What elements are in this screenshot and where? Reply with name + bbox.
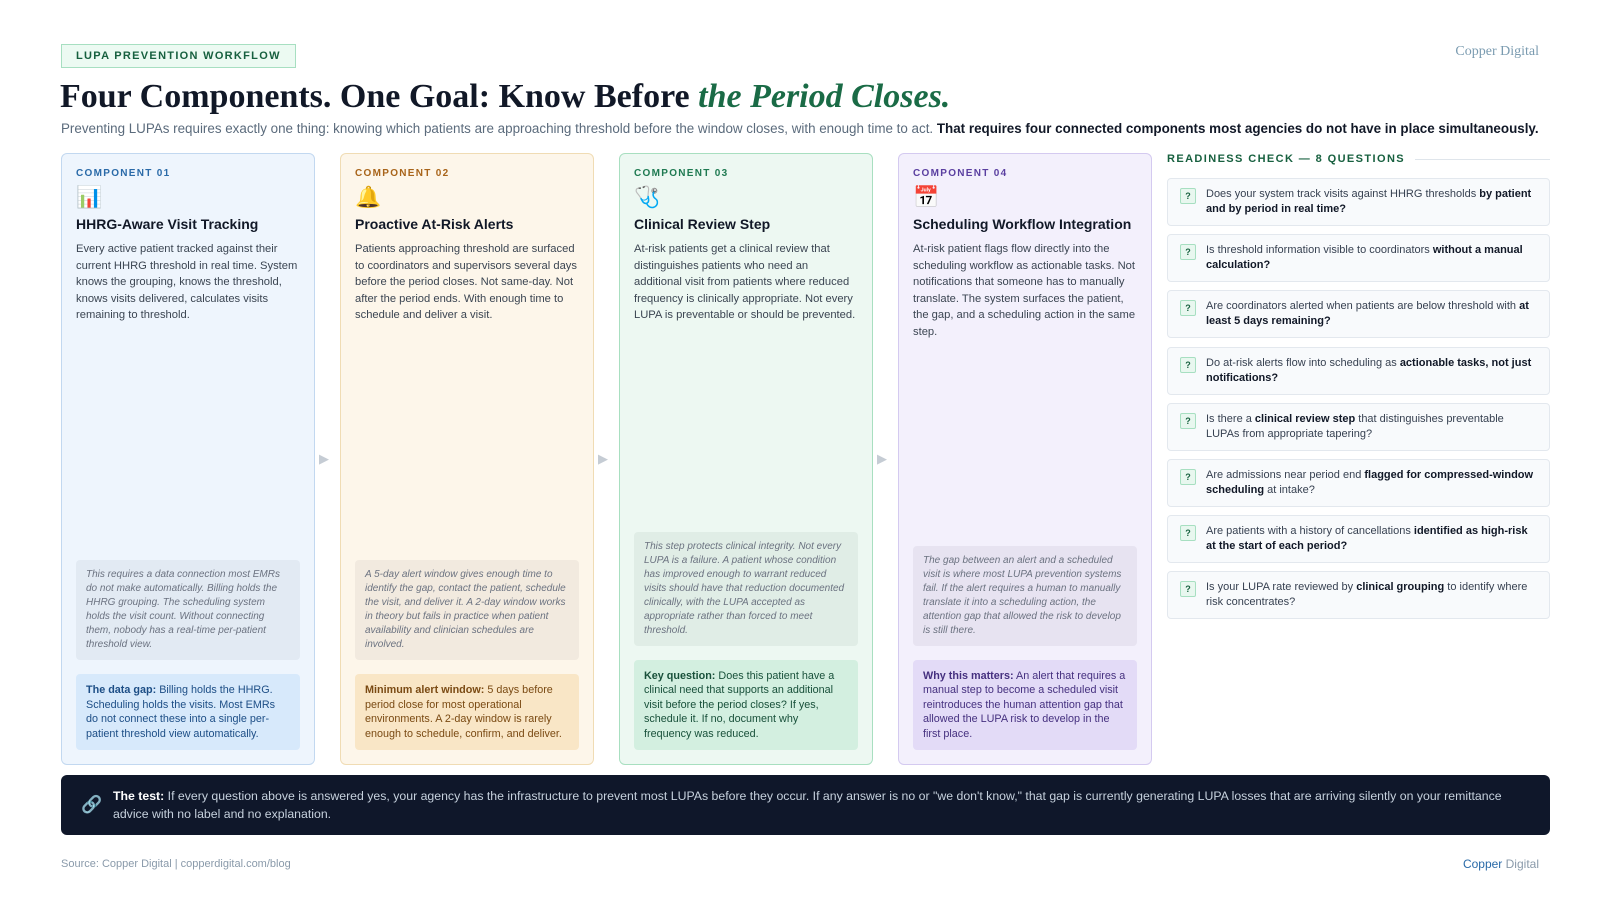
component-card-4 [898,153,1152,765]
component-title: Scheduling Workflow Integration [913,216,1132,232]
component-description: Every active patient tracked against their current HHRG threshold in real time. System knows the grouping, knows the threshold, knows visits delivered, calculates visits remaining to threshold. [76,243,298,321]
question-mark-icon: ? [1180,581,1196,597]
subtitle-bold: That requires four connected components most agencies do not have in place simultaneously. [936,121,1539,136]
title-main: Four Components. One Goal: Know Before [60,78,690,115]
question-text-bold: flagged for compressed-window scheduling [1206,468,1534,496]
component-label: COMPONENT 02 [355,168,450,179]
component-label: COMPONENT 01 [76,168,171,179]
question-text-tail: to identify where risk concentrates? [1206,581,1528,609]
question-text-plain: Are coordinators alerted when patients are below threshold with [1206,300,1520,313]
question-text [1206,187,1539,217]
question-item-1 [1167,178,1550,226]
bar-chart-icon: 📊 [76,186,103,209]
bell-icon: 🔔 [355,186,382,209]
link-icon: 🔗 [81,795,103,814]
question-text-bold: actionable tasks, not just notifications? [1206,356,1532,384]
brand-logo-bottom [1463,857,1539,871]
test-label: The test: [113,789,165,803]
question-text-bold: at least 5 days remaining? [1206,300,1529,328]
question-mark-icon: ? [1180,525,1196,541]
question-text-plain: Is your LUPA rate reviewed by [1206,581,1357,594]
question-text [1206,412,1539,442]
brand-logo-top: Copper Digital [1455,44,1539,59]
title-accent: the Period Closes. [698,78,951,115]
question-mark-icon: ? [1180,469,1196,485]
question-text-plain: Is threshold information visible to coordinators [1206,244,1433,257]
subtitle-plain: Preventing LUPAs requires exactly one thing: knowing which patients are approaching threshold before the window closes, with enough time to act. [61,121,934,136]
question-item-8 [1167,571,1550,619]
question-mark-icon: ? [1180,413,1196,429]
test-body: If every question above is answered yes, your agency has the infrastructure to prevent most LUPAs before they occur. If any answer is no or "we don't know," that gap is currently generating LUPA losses that are arriving silently on your remittance advice with no label and no explanation. [113,789,1502,821]
workflow-tag: LUPA PREVENTION WORKFLOW [61,44,296,68]
component-description: At-risk patients get a clinical review that distinguishes patients who need an additional visit from patients where reduced frequency is clinically appropriate. Not every LUPA is preventable or should be prevented. [634,243,856,321]
question-text-plain: Is there a [1206,412,1255,425]
component-card-3 [619,153,873,765]
flow-arrow-3: ▶ [877,451,887,466]
question-item-3 [1167,290,1550,338]
component-card-1 [61,153,315,765]
readiness-heading-text: READINESS CHECK — 8 QUESTIONS [1167,153,1406,165]
question-text-bold: without a manual calculation? [1206,244,1523,272]
calendar-icon: 📅 [913,186,940,209]
component-note: A 5-day alert window gives enough time to identify the gap, contact the patient, schedule the visit, and deliver it. A 2-day window works in theory but fails in practice when patient availability and clinician schedules are involved. [355,560,579,660]
flow-arrow-1: ▶ [319,451,329,466]
brand-rest: Digital [1505,857,1539,871]
question-text [1206,468,1539,498]
heading-divider [1415,159,1550,160]
question-text-bold: by patient and by period in real time? [1206,188,1532,215]
component-key-box [913,660,1137,751]
component-note: This step protects clinical integrity. Not every LUPA is a failure. A patient whose condition has improved enough to warrant reduced visits should have that reduction documented clinically, with the LUPA accepted as appropriate rather than forced to meet threshold. [634,532,858,646]
brand-accent: Copper [1462,857,1503,871]
question-text-plain: Do at-risk alerts flow into scheduling as [1206,356,1400,369]
key-text: Does this patient have a clinical need that supports an additional visit before the period closes? If yes, schedule it. If no, document why frequency was reduced. [644,669,835,740]
question-item-2 [1167,234,1550,282]
component-label: COMPONENT 04 [913,168,1008,179]
test-text [113,787,1530,823]
question-mark-icon: ? [1180,357,1196,373]
key-label: Minimum alert window: [365,684,485,696]
component-title: HHRG-Aware Visit Tracking [76,216,259,232]
question-mark-icon: ? [1180,188,1196,204]
component-description: At-risk patient flags flow directly into the scheduling workflow as actionable tasks. Not notifications that someone has to manually translate. The system surfaces the patient, the gap, and a scheduling action in the same step. [913,243,1136,338]
component-title: Clinical Review Step [634,216,771,232]
question-mark-icon: ? [1180,244,1196,260]
component-key-box [355,674,579,750]
question-text [1206,524,1539,554]
flow-arrow-2: ▶ [598,451,608,466]
source-credit: Source: Copper Digital | copperdigital.com/blog [61,858,291,870]
component-label: COMPONENT 03 [634,168,729,179]
component-key-box [634,660,858,751]
question-list [1167,178,1550,628]
component-card-2 [340,153,594,765]
key-text: An alert that requires a manual step to become a scheduled visit reintroduces the human attention gap that allowed the LUPA risk to develop in the first place. [923,669,1126,740]
question-item-4 [1167,347,1550,395]
question-text-bold: clinical review step [1254,412,1356,425]
component-title: Proactive At-Risk Alerts [355,216,514,232]
question-text [1206,580,1539,610]
key-label: The data gap: [86,684,157,696]
page-subtitle [61,121,1539,136]
question-text-plain: Are admissions near period end [1206,468,1365,481]
key-text: 5 days before period close for most operational environments. A 2-day window is rarely enough to schedule, confirm, and deliver. [365,684,562,740]
question-text-plain: Does your system track visits against HHRG thresholds [1206,188,1480,200]
question-text-tail: that distinguishes preventable LUPAs from appropriate tapering? [1206,412,1504,440]
key-label: Why this matters: [923,669,1014,682]
page-title [60,78,950,116]
question-text [1206,356,1539,386]
question-text-tail: at intake? [1264,483,1315,496]
question-text [1206,299,1539,329]
component-description: Patients approaching threshold are surfaced to coordinators and supervisors several days before the period closes. Not same-day. Not after the period ends. With enough time to schedule and deliver a visit. [355,243,577,321]
question-text [1206,243,1539,273]
question-text-bold: clinical grouping [1356,581,1445,594]
component-note: The gap between an alert and a scheduled visit is where most LUPA prevention systems fail. If the alert requires a human to manually translate it into a scheduling action, the attention gap that allowed the risk to develop is still there. [913,546,1137,646]
question-item-7 [1167,515,1550,563]
test-banner [61,775,1550,835]
key-label: Key question: [644,669,716,682]
question-text-bold: identified as high-risk at the start of each period? [1206,525,1528,553]
question-text-plain: Are patients with a history of cancellations [1206,525,1414,538]
readiness-heading [1167,153,1550,165]
key-text: Billing holds the HHRG. Scheduling holds the visits. Most EMRs do not connect these into a single per-patient threshold view automatically. [86,684,276,740]
component-note: This requires a data connection most EMRs do not make automatically. Billing holds the HHRG grouping. The scheduling system holds the visit count. Without connecting them, nobody has a real-time per-patient threshold view. [76,560,300,660]
stethoscope-icon: 🩺 [634,186,661,209]
question-item-6 [1167,459,1550,507]
question-item-5 [1167,403,1550,451]
component-key-box [76,674,300,750]
question-mark-icon: ? [1180,300,1196,316]
